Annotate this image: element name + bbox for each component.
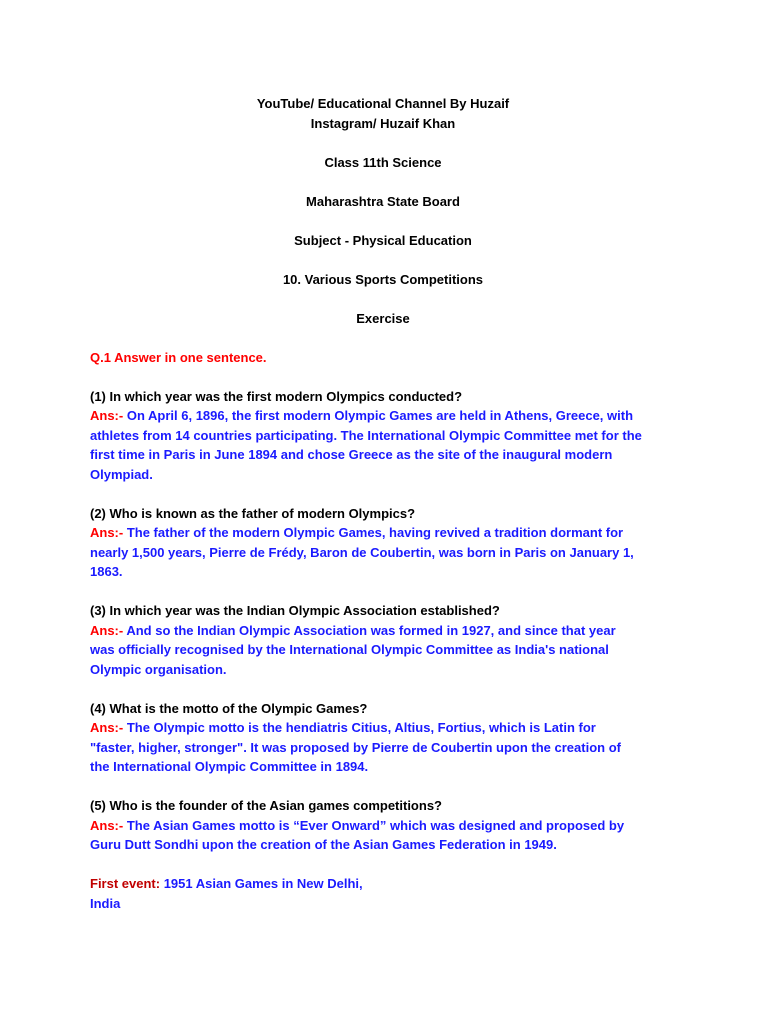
section-title: Exercise: [356, 310, 410, 326]
document-page: [90, 94, 690, 913]
ans-label: Ans:-: [90, 817, 124, 833]
question-text: (3) In which year was the Indian Olympic Association established?: [90, 603, 500, 618]
answer-text: On April 6, 1896, the first modern Olympic Games are held in Athens, Greece, with: [123, 408, 634, 423]
question-1: [90, 387, 690, 485]
answer-line: [90, 523, 690, 543]
first-event-value-continued: India: [90, 895, 121, 911]
answer-line: [90, 816, 690, 836]
ans-label: Ans:-: [90, 622, 124, 638]
question-4: [90, 699, 690, 777]
first-event-value: 1951 Asian Games in New Delhi,: [160, 876, 363, 891]
question-5: [90, 796, 690, 855]
question-text: (1) In which year was the first modern Olympics conducted?: [90, 388, 463, 404]
question-text: (2) Who is known as the father of modern Olympics?: [90, 505, 416, 521]
answer-text: The Asian Games motto is “Ever Onward” which was designed and proposed by: [123, 817, 625, 833]
channel-line: YouTube/ Educational Channel By Huzaif: [256, 96, 510, 111]
ans-label: Ans:-: [90, 408, 124, 423]
answer-line: [90, 621, 690, 641]
class-line: Class 11th Science: [324, 154, 442, 170]
answer-line: [90, 718, 690, 738]
subject-line: Subject - Physical Education: [294, 232, 472, 248]
answer-text: The Olympic motto is the hendiatris Citius, Altius, Fortius, which is Latin for: [123, 720, 596, 735]
answer-line: Guru Dutt Sondhi upon the creation of the Asian Games Federation in 1949.: [90, 837, 557, 852]
answer-line: 1863.: [90, 564, 123, 579]
answer-line: nearly 1,500 years, Pierre de Frédy, Baron de Coubertin, was born in Paris on January 1,: [90, 544, 634, 560]
answer-line: "faster, higher, stronger". It was proposed by Pierre de Coubertin upon the creation of: [90, 739, 621, 755]
answer-line: the International Olympic Committee in 1894.: [90, 759, 369, 774]
answer-line: was officially recognised by the International Olympic Committee as India's national: [90, 642, 609, 657]
chapter-title: 10. Various Sports Competitions: [282, 271, 484, 287]
answer-line: Olympiad.: [90, 466, 153, 482]
board-line: Maharashtra State Board: [306, 193, 460, 209]
answer-line: [90, 406, 690, 426]
answer-line: first time in Paris in June 1894 and chose Greece as the site of the inaugural modern: [90, 447, 613, 462]
answer-line: Olympic organisation.: [90, 661, 227, 677]
first-event-label: First event:: [90, 876, 161, 891]
q1-heading: Q.1 Answer in one sentence.: [90, 349, 267, 365]
ans-label: Ans:-: [90, 720, 124, 735]
answer-line: athletes from 14 countries participating. The International Olympic Committee met for the: [90, 427, 642, 443]
question-text: (4) What is the motto of the Olympic Games?: [90, 700, 368, 716]
first-event-line: [90, 874, 690, 894]
question-2: [90, 504, 690, 582]
instagram-line: Instagram/ Huzaif Khan: [310, 115, 456, 131]
question-text: (5) Who is the founder of the Asian games competitions?: [90, 798, 442, 813]
question-3: [90, 601, 690, 679]
ans-label: Ans:-: [90, 525, 124, 540]
answer-text: The father of the modern Olympic Games, having revived a tradition dormant for: [123, 525, 624, 540]
first-event: [90, 874, 690, 913]
answer-text: And so the Indian Olympic Association was formed in 1927, and since that year: [123, 622, 616, 638]
